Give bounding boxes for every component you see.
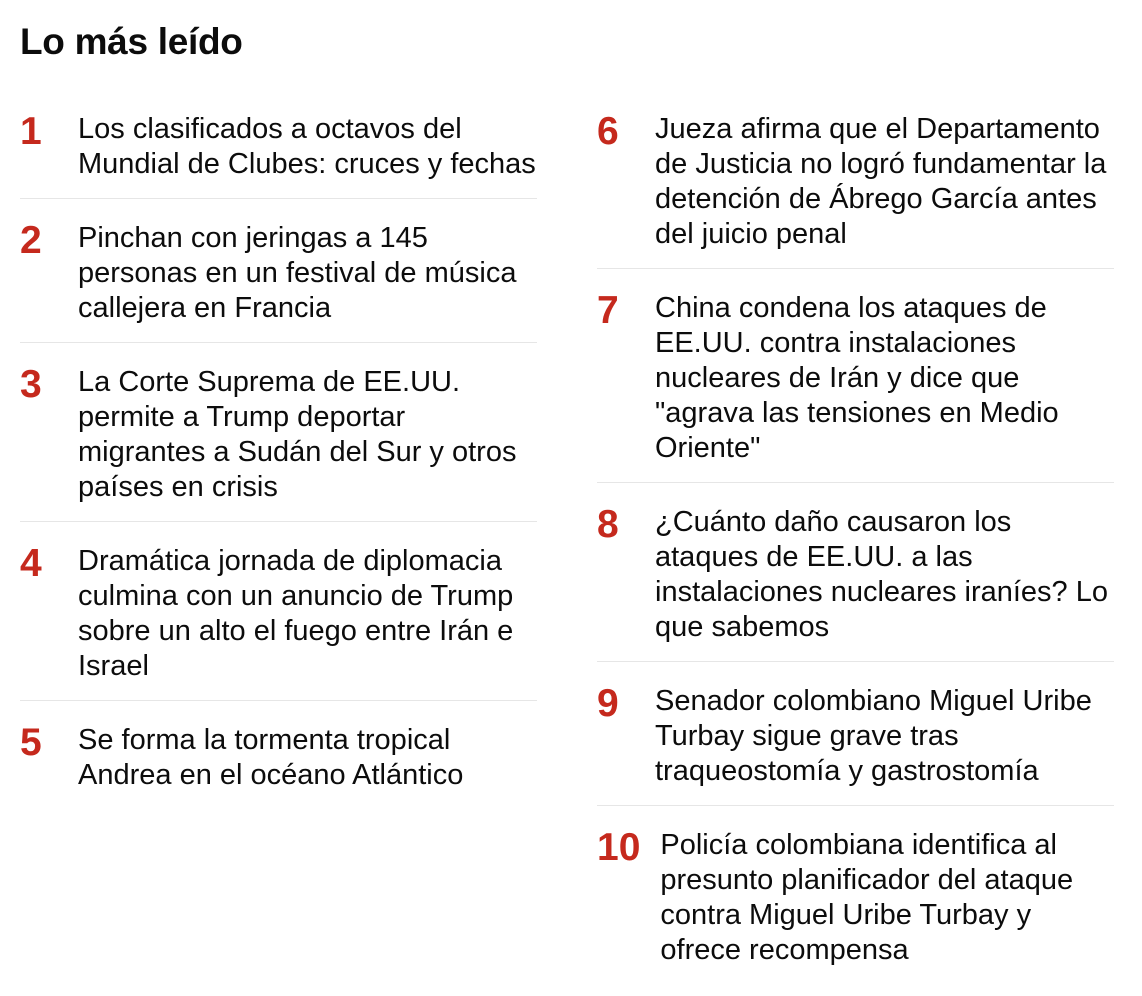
list-item[interactable] xyxy=(597,112,1114,268)
item-rank: 4 xyxy=(20,542,42,585)
item-title-link[interactable]: ¿Cuánto daño causaron los ataques de EE.UU. a las instalaciones nucleares iraníes? Lo que sabemos xyxy=(655,506,1108,643)
item-rank: 5 xyxy=(20,721,42,764)
item-title-link[interactable]: Los clasificados a octavos del Mundial de Clubes: cruces y fechas xyxy=(78,113,536,180)
item-rank: 7 xyxy=(597,289,619,332)
list-item[interactable] xyxy=(20,521,537,700)
item-title-link[interactable]: Jueza afirma que el Departamento de Justicia no logró fundamentar la detención de Ábrego García antes del juicio penal xyxy=(655,113,1107,250)
item-rank: 10 xyxy=(597,826,641,869)
item-title-link[interactable]: China condena los ataques de EE.UU. contra instalaciones nucleares de Irán y dice que "agrava las tensiones en Medio Oriente" xyxy=(655,292,1059,464)
item-title-link[interactable]: Policía colombiana identifica al presunto planificador del ataque contra Miguel Uribe Turbay y ofrece recompensa xyxy=(660,829,1074,966)
item-rank: 2 xyxy=(20,219,42,262)
item-title-link[interactable]: Pinchan con jeringas a 145 personas en un festival de música callejera en Francia xyxy=(78,222,517,324)
item-rank: 1 xyxy=(20,110,42,153)
list-item[interactable] xyxy=(20,700,537,809)
item-rank: 9 xyxy=(597,682,619,725)
most-read-list-left xyxy=(20,112,537,809)
list-item[interactable] xyxy=(597,482,1114,661)
list-item[interactable] xyxy=(20,112,537,198)
item-rank: 6 xyxy=(597,110,619,153)
most-read-columns xyxy=(20,112,1114,984)
most-read-list-right xyxy=(597,112,1114,984)
list-item[interactable] xyxy=(597,268,1114,482)
item-title-link[interactable]: Senador colombiano Miguel Uribe Turbay sigue grave tras traqueostomía y gastrostomía xyxy=(655,685,1092,787)
list-item[interactable] xyxy=(597,661,1114,805)
item-rank: 3 xyxy=(20,363,42,406)
list-item[interactable] xyxy=(20,342,537,521)
item-rank: 8 xyxy=(597,503,619,546)
section-title: Lo más leído xyxy=(20,21,243,62)
item-title-link[interactable]: Dramática jornada de diplomacia culmina con un anuncio de Trump sobre un alto el fuego entre Irán e Israel xyxy=(78,545,514,682)
item-title-link[interactable]: La Corte Suprema de EE.UU. permite a Trump deportar migrantes a Sudán del Sur y otros países en crisis xyxy=(78,366,517,503)
list-item[interactable] xyxy=(597,805,1114,984)
item-title-link[interactable]: Se forma la tormenta tropical Andrea en el océano Atlántico xyxy=(78,724,464,791)
list-item[interactable] xyxy=(20,198,537,342)
